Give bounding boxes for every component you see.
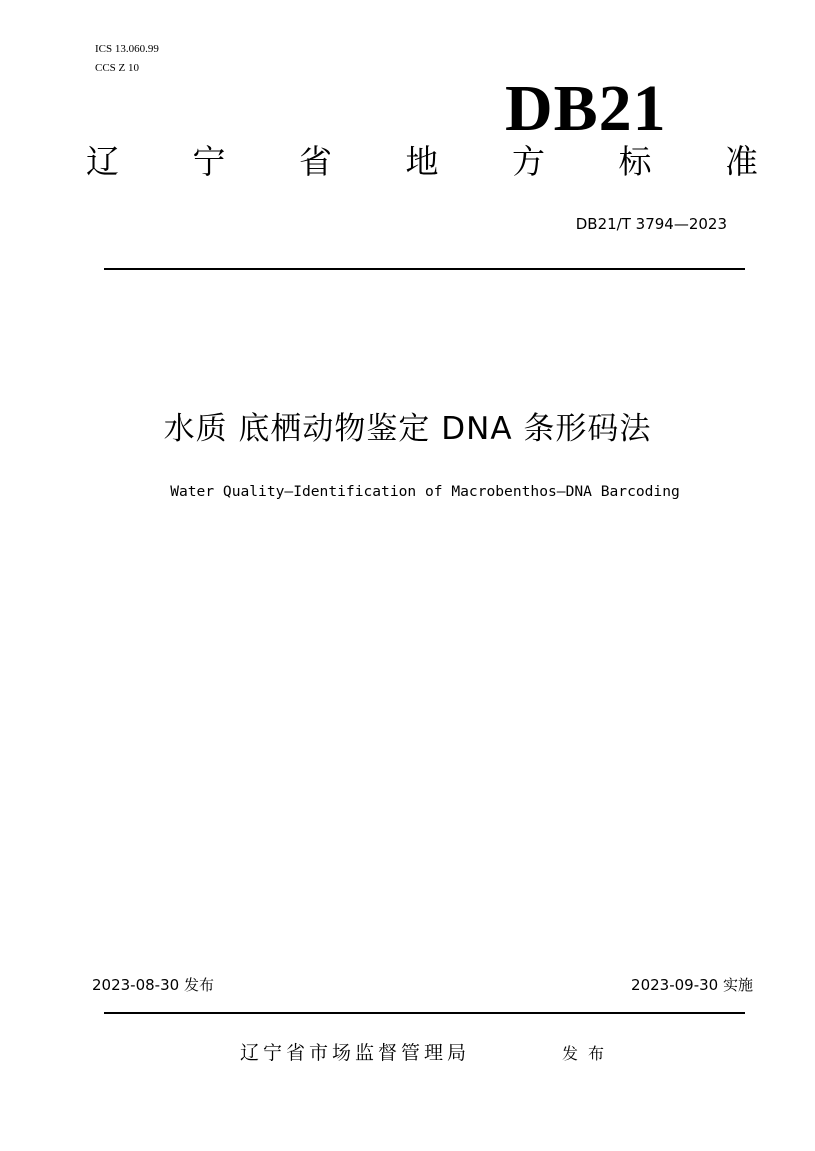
header-divider: [104, 268, 745, 270]
standard-logo: DB21: [505, 72, 667, 145]
footer-divider: [104, 1012, 745, 1014]
issuing-action: 发布: [562, 1044, 615, 1063]
title-english: Water Quality—Identification of Macrobenthos—DNA Barcoding: [170, 483, 680, 500]
standard-number: DB21/T 3794—2023: [575, 215, 727, 233]
standard-type-char: 方: [512, 142, 545, 181]
standard-type-char: 宁: [192, 142, 226, 181]
standard-type-char: 地: [405, 142, 439, 181]
title-chinese: 水质 底栖动物鉴定 DNA 条形码法: [163, 411, 652, 447]
standard-type-char: 准: [725, 142, 758, 181]
standard-type-char: 省: [299, 142, 332, 181]
standard-type-heading: [86, 140, 758, 184]
standard-type-char: 辽: [86, 142, 119, 181]
ics-code: ICS 13.060.99: [95, 43, 159, 55]
standard-type-char: 标: [618, 142, 652, 181]
issue-date: 2023-08-30 发布: [92, 976, 214, 994]
issuing-authority: 辽宁省市场监督管理局: [240, 1042, 471, 1064]
implementation-date: 2023-09-30 实施: [631, 976, 753, 994]
ccs-code: CCS Z 10: [95, 62, 140, 74]
